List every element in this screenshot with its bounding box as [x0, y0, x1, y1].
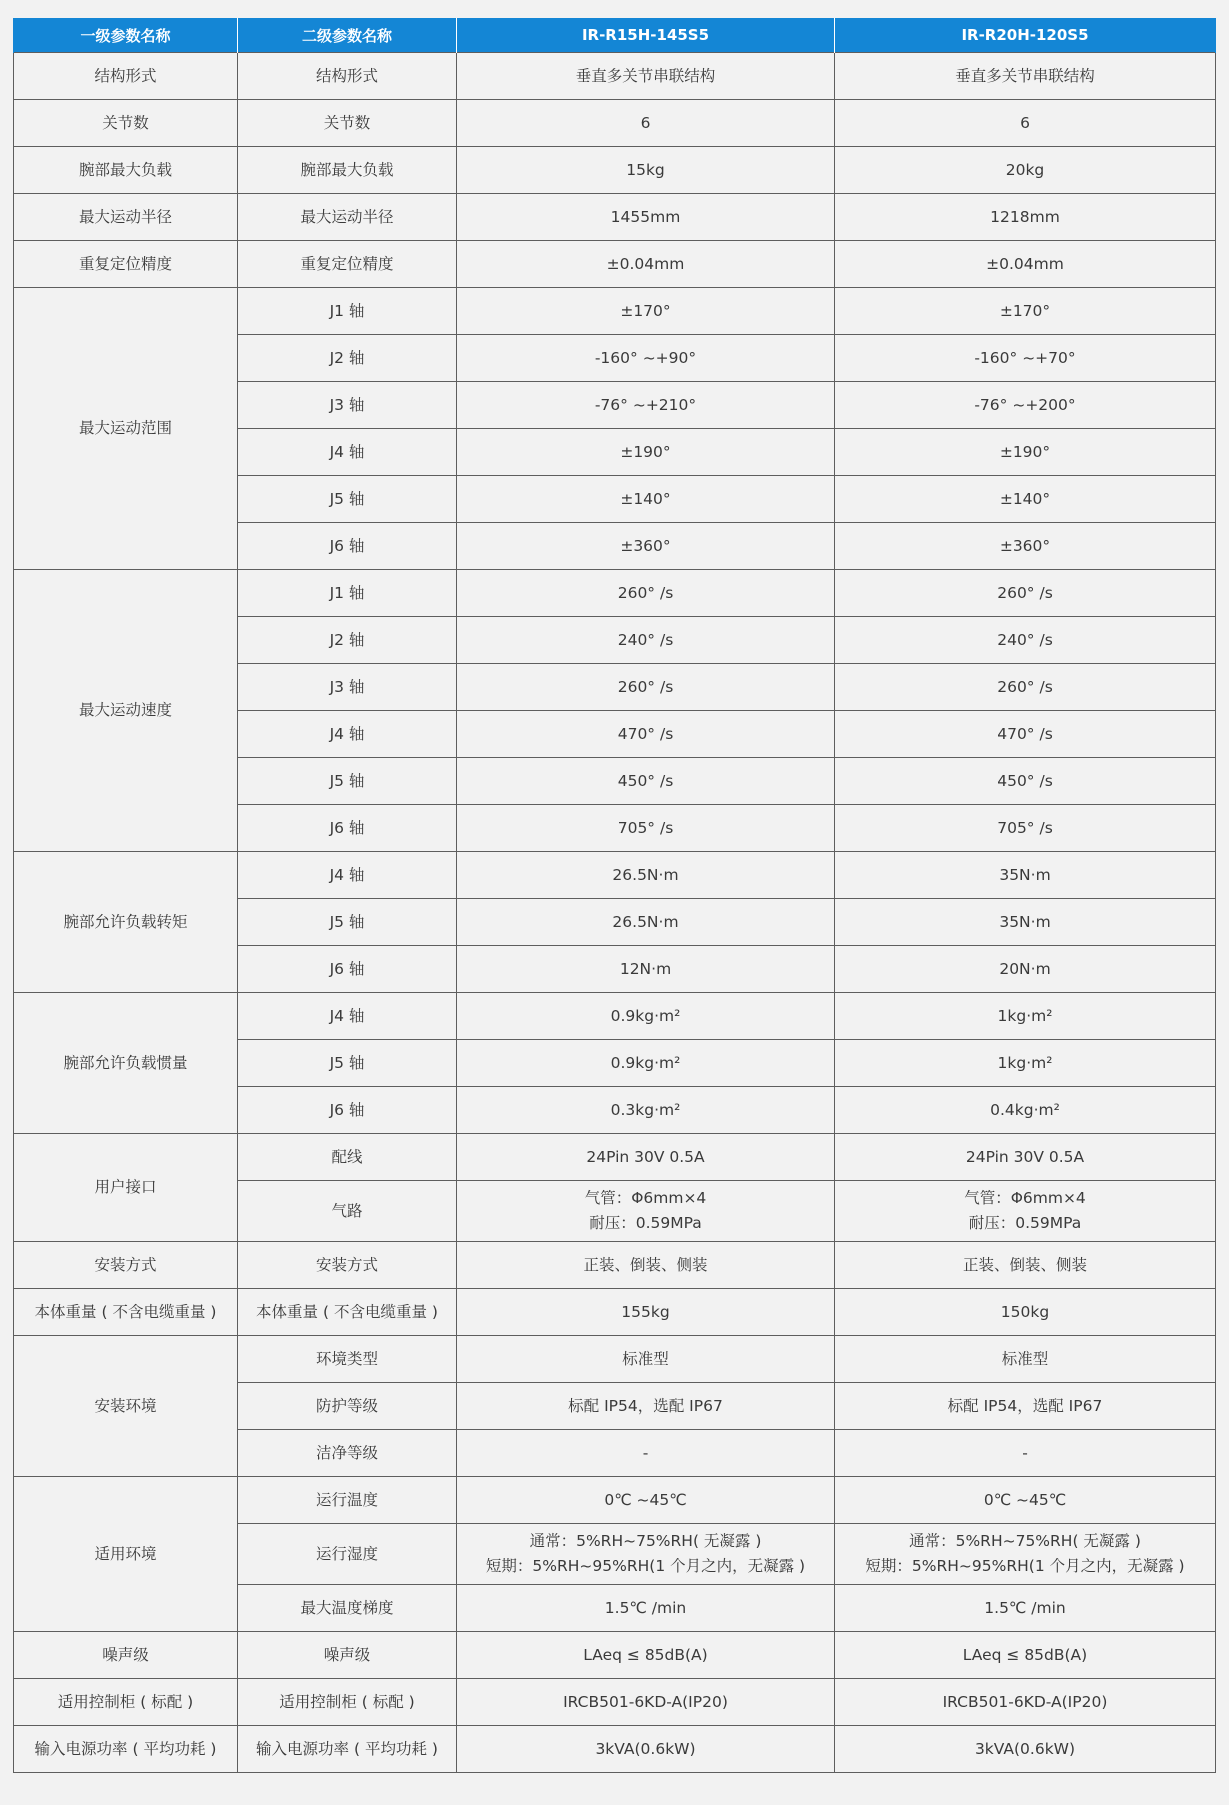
value-cell-r15h: ±190°	[457, 429, 835, 476]
value-line-1: 气管：Φ6mm×4	[964, 1189, 1086, 1207]
secondary-param-cell: J2 轴	[238, 617, 457, 664]
value-cell-r20h: -	[835, 1430, 1216, 1477]
table-row	[14, 1632, 1216, 1679]
table-row	[14, 147, 1216, 194]
value-cell-r15h: LAeq ≤ 85dB(A)	[457, 1632, 835, 1679]
primary-param-cell: 腕部最大负载	[14, 147, 238, 194]
value-cell-r20h	[835, 1524, 1216, 1585]
secondary-param-cell: 运行温度	[238, 1477, 457, 1524]
value-cell-r20h: 标准型	[835, 1336, 1216, 1383]
value-cell-r15h: 12N·m	[457, 946, 835, 993]
value-cell-r15h: 0.3kg·m²	[457, 1087, 835, 1134]
value-cell-r20h: ±360°	[835, 523, 1216, 570]
value-cell-r20h: -76° ~+200°	[835, 382, 1216, 429]
value-cell-r15h: -	[457, 1430, 835, 1477]
secondary-param-cell: 防护等级	[238, 1383, 457, 1430]
primary-param-cell: 噪声级	[14, 1632, 238, 1679]
table-row	[14, 288, 1216, 335]
secondary-param-cell: J5 轴	[238, 476, 457, 523]
secondary-param-cell: J4 轴	[238, 711, 457, 758]
secondary-param-cell: 安装方式	[238, 1242, 457, 1289]
value-cell-r20h: 24Pin 30V 0.5A	[835, 1134, 1216, 1181]
secondary-param-cell: 最大温度梯度	[238, 1585, 457, 1632]
value-cell-r15h: 0℃ ~45℃	[457, 1477, 835, 1524]
value-cell-r20h: 450° /s	[835, 758, 1216, 805]
table-row	[14, 241, 1216, 288]
header-primary-param: 一级参数名称	[14, 18, 238, 53]
value-cell-r20h: IRCB501-6KD-A(IP20)	[835, 1679, 1216, 1726]
table-body	[14, 53, 1216, 1773]
secondary-param-cell: J4 轴	[238, 852, 457, 899]
primary-param-cell: 结构形式	[14, 53, 238, 100]
value-cell-r15h: 3kVA(0.6kW)	[457, 1726, 835, 1773]
value-line-2: 耐压：0.59MPa	[589, 1214, 702, 1232]
value-cell-r15h: ±170°	[457, 288, 835, 335]
value-cell-r20h: 1218mm	[835, 194, 1216, 241]
secondary-param-cell: J5 轴	[238, 758, 457, 805]
value-cell-r20h: ±0.04mm	[835, 241, 1216, 288]
value-cell-r20h: 260° /s	[835, 570, 1216, 617]
secondary-param-cell: 配线	[238, 1134, 457, 1181]
table-row	[14, 1679, 1216, 1726]
value-cell-r20h: LAeq ≤ 85dB(A)	[835, 1632, 1216, 1679]
primary-param-cell: 安装方式	[14, 1242, 238, 1289]
value-cell-r20h: 6	[835, 100, 1216, 147]
table-row	[14, 100, 1216, 147]
value-cell-r20h: 260° /s	[835, 664, 1216, 711]
value-cell-r20h: 正装、倒装、侧装	[835, 1242, 1216, 1289]
value-cell-r20h: 35N·m	[835, 899, 1216, 946]
value-cell-r20h: 150kg	[835, 1289, 1216, 1336]
primary-param-cell: 重复定位精度	[14, 241, 238, 288]
value-cell-r15h: 0.9kg·m²	[457, 993, 835, 1040]
value-cell-r15h: 450° /s	[457, 758, 835, 805]
secondary-param-cell: 环境类型	[238, 1336, 457, 1383]
value-cell-r15h: 0.9kg·m²	[457, 1040, 835, 1087]
primary-param-cell: 适用控制柜 ( 标配 )	[14, 1679, 238, 1726]
value-cell-r15h: -160° ~+90°	[457, 335, 835, 382]
secondary-param-cell: J5 轴	[238, 899, 457, 946]
value-cell-r20h: 1.5℃ /min	[835, 1585, 1216, 1632]
value-cell-r15h: 470° /s	[457, 711, 835, 758]
spec-table-container	[13, 18, 1215, 1773]
value-cell-r20h: ±140°	[835, 476, 1216, 523]
primary-param-cell: 适用环境	[14, 1477, 238, 1632]
value-cell-r15h: 155kg	[457, 1289, 835, 1336]
table-row	[14, 53, 1216, 100]
secondary-param-cell: 重复定位精度	[238, 241, 457, 288]
value-line-1: 通常：5%RH~75%RH( 无凝露 )	[529, 1532, 762, 1550]
table-row	[14, 1477, 1216, 1524]
secondary-param-cell: J1 轴	[238, 288, 457, 335]
primary-param-cell: 最大运动范围	[14, 288, 238, 570]
value-cell-r15h: 6	[457, 100, 835, 147]
value-cell-r20h: ±170°	[835, 288, 1216, 335]
value-line-1: 气管：Φ6mm×4	[584, 1189, 707, 1207]
secondary-param-cell: 本体重量 ( 不含电缆重量 )	[238, 1289, 457, 1336]
value-cell-r15h: 26.5N·m	[457, 899, 835, 946]
value-line-1: 通常：5%RH~75%RH( 无凝露 )	[909, 1532, 1141, 1550]
value-cell-r20h: 标配 IP54，选配 IP67	[835, 1383, 1216, 1430]
value-cell-r15h: -76° ~+210°	[457, 382, 835, 429]
table-row	[14, 1134, 1216, 1181]
value-cell-r15h: ±140°	[457, 476, 835, 523]
secondary-param-cell: 关节数	[238, 100, 457, 147]
secondary-param-cell: J2 轴	[238, 335, 457, 382]
value-line-2: 短期：5%RH~95%RH(1 个月之内，无凝露 )	[865, 1557, 1185, 1575]
secondary-param-cell: J6 轴	[238, 805, 457, 852]
secondary-param-cell: 洁净等级	[238, 1430, 457, 1477]
table-row	[14, 852, 1216, 899]
value-cell-r15h: 标配 IP54，选配 IP67	[457, 1383, 835, 1430]
value-cell-r15h: 正装、倒装、侧装	[457, 1242, 835, 1289]
secondary-param-cell: J3 轴	[238, 664, 457, 711]
primary-param-cell: 关节数	[14, 100, 238, 147]
primary-param-cell: 安装环境	[14, 1336, 238, 1477]
header-model-r15h: IR-R15H-145S5	[457, 18, 835, 53]
secondary-param-cell: J6 轴	[238, 946, 457, 993]
value-cell-r15h: ±360°	[457, 523, 835, 570]
table-header	[14, 18, 1216, 53]
primary-param-cell: 输入电源功率 ( 平均功耗 )	[14, 1726, 238, 1773]
value-cell-r20h: 0.4kg·m²	[835, 1087, 1216, 1134]
secondary-param-cell: 最大运动半径	[238, 194, 457, 241]
header-secondary-param: 二级参数名称	[238, 18, 457, 53]
secondary-param-cell: 腕部最大负载	[238, 147, 457, 194]
value-cell-r20h: 240° /s	[835, 617, 1216, 664]
secondary-param-cell: 噪声级	[238, 1632, 457, 1679]
primary-param-cell: 腕部允许负载转矩	[14, 852, 238, 993]
table-row	[14, 993, 1216, 1040]
table-row	[14, 570, 1216, 617]
value-cell-r15h: IRCB501-6KD-A(IP20)	[457, 1679, 835, 1726]
spec-table	[13, 18, 1216, 1773]
value-cell-r15h: 24Pin 30V 0.5A	[457, 1134, 835, 1181]
header-row	[14, 18, 1216, 53]
table-row	[14, 1336, 1216, 1383]
value-cell-r20h: 20kg	[835, 147, 1216, 194]
primary-param-cell: 最大运动半径	[14, 194, 238, 241]
secondary-param-cell: 结构形式	[238, 53, 457, 100]
secondary-param-cell: J6 轴	[238, 1087, 457, 1134]
value-cell-r15h: ±0.04mm	[457, 241, 835, 288]
secondary-param-cell: J4 轴	[238, 993, 457, 1040]
value-cell-r15h: 15kg	[457, 147, 835, 194]
secondary-param-cell: J1 轴	[238, 570, 457, 617]
value-cell-r15h: 705° /s	[457, 805, 835, 852]
value-cell-r15h: 240° /s	[457, 617, 835, 664]
value-cell-r15h: 1.5℃ /min	[457, 1585, 835, 1632]
value-cell-r15h: 260° /s	[457, 664, 835, 711]
primary-param-cell: 本体重量 ( 不含电缆重量 )	[14, 1289, 238, 1336]
secondary-param-cell: J3 轴	[238, 382, 457, 429]
value-cell-r15h: 1455mm	[457, 194, 835, 241]
primary-param-cell: 腕部允许负载惯量	[14, 993, 238, 1134]
value-cell-r20h: 3kVA(0.6kW)	[835, 1726, 1216, 1773]
primary-param-cell: 用户接口	[14, 1134, 238, 1242]
value-cell-r20h: 705° /s	[835, 805, 1216, 852]
secondary-param-cell: J6 轴	[238, 523, 457, 570]
value-cell-r20h: 0℃ ~45℃	[835, 1477, 1216, 1524]
secondary-param-cell: 气路	[238, 1181, 457, 1242]
value-cell-r20h: 470° /s	[835, 711, 1216, 758]
value-cell-r20h: 1kg·m²	[835, 993, 1216, 1040]
value-line-2: 耐压：0.59MPa	[968, 1214, 1082, 1232]
secondary-param-cell: J5 轴	[238, 1040, 457, 1087]
secondary-param-cell: 运行湿度	[238, 1524, 457, 1585]
secondary-param-cell: 适用控制柜 ( 标配 )	[238, 1679, 457, 1726]
table-row	[14, 1242, 1216, 1289]
table-row	[14, 1289, 1216, 1336]
value-cell-r20h: 35N·m	[835, 852, 1216, 899]
secondary-param-cell: J4 轴	[238, 429, 457, 476]
value-cell-r20h: -160° ~+70°	[835, 335, 1216, 382]
value-cell-r20h: 20N·m	[835, 946, 1216, 993]
primary-param-cell: 最大运动速度	[14, 570, 238, 852]
value-cell-r15h: 垂直多关节串联结构	[457, 53, 835, 100]
value-cell-r20h: 1kg·m²	[835, 1040, 1216, 1087]
value-line-2: 短期：5%RH~95%RH(1 个月之内，无凝露 )	[485, 1557, 806, 1575]
value-cell-r20h: ±190°	[835, 429, 1216, 476]
value-cell-r15h	[457, 1524, 835, 1585]
value-cell-r15h: 标准型	[457, 1336, 835, 1383]
table-row	[14, 194, 1216, 241]
secondary-param-cell: 输入电源功率 ( 平均功耗 )	[238, 1726, 457, 1773]
value-cell-r20h: 垂直多关节串联结构	[835, 53, 1216, 100]
value-cell-r15h: 26.5N·m	[457, 852, 835, 899]
value-cell-r15h: 260° /s	[457, 570, 835, 617]
value-cell-r15h	[457, 1181, 835, 1242]
value-cell-r20h	[835, 1181, 1216, 1242]
header-model-r20h: IR-R20H-120S5	[835, 18, 1216, 53]
table-row	[14, 1726, 1216, 1773]
